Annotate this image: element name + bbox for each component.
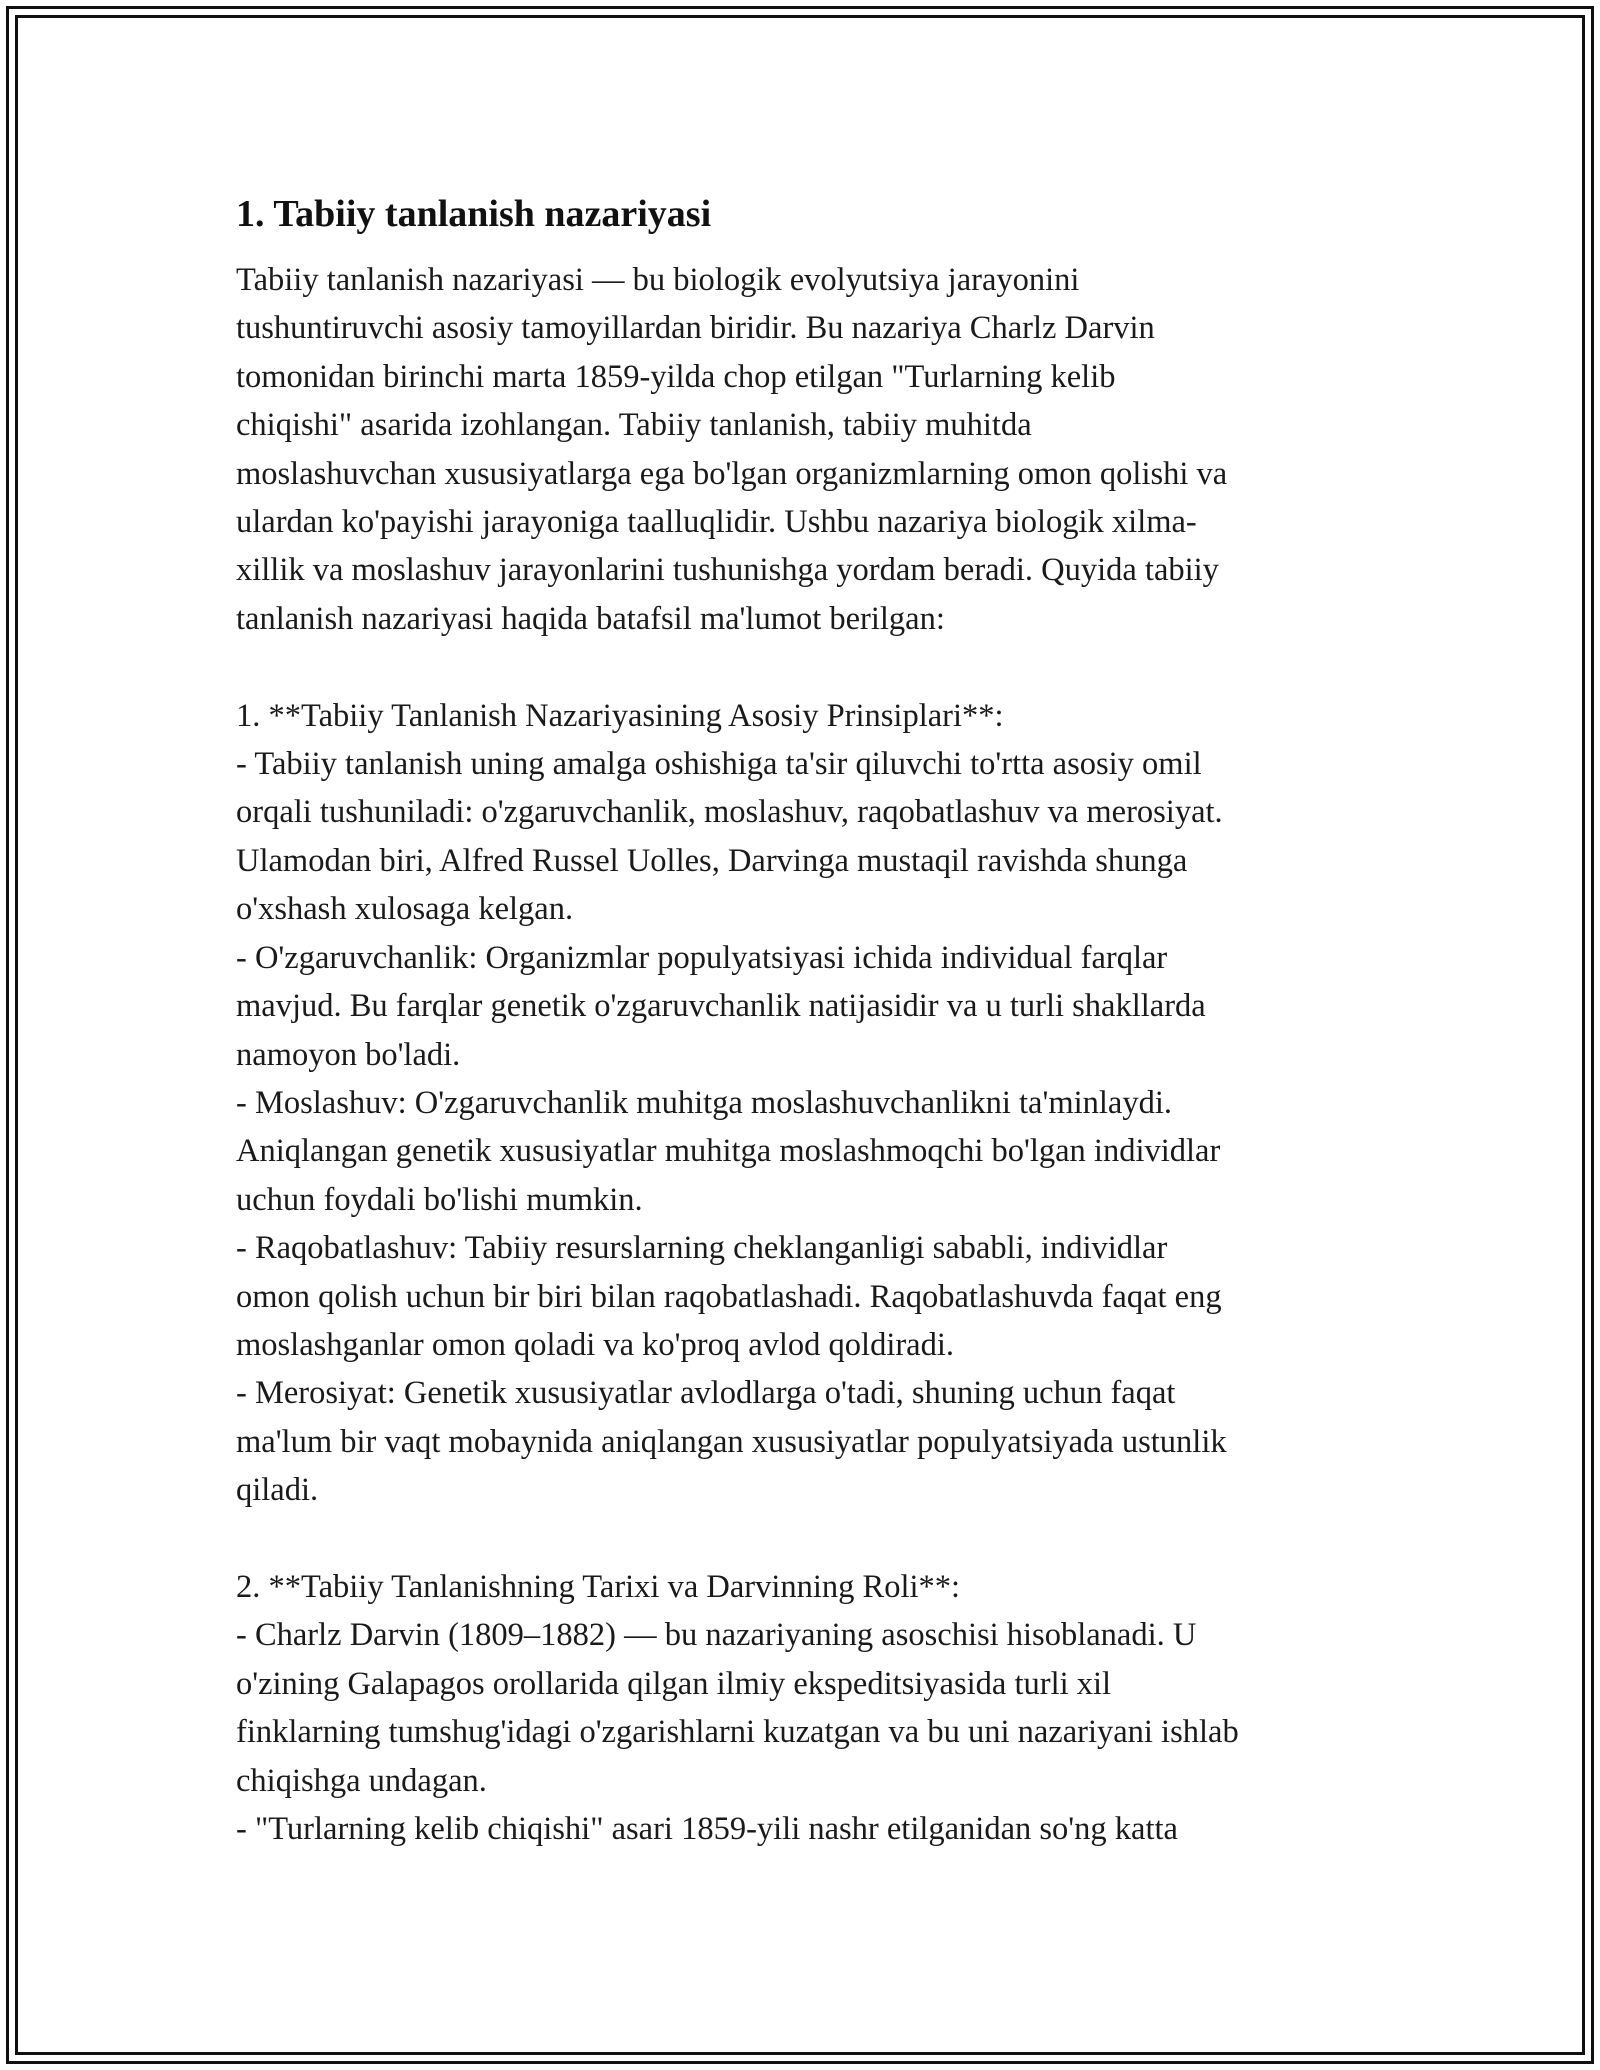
section-heading: 1. Tabiiy tanlanish nazariyasi xyxy=(236,193,712,235)
body-text: Tabiiy tanlanish nazariyasi — bu biologik evolyutsiya jarayonini tushuntiruvchi asosiy tamoyillardan biridir. Bu nazariya Charlz Darvin tomonidan birinchi marta 1859-yilda chop etilgan "Turlarning kelib chiqishi" asarida izohlangan. Tabiiy tanlanish, tabiiy muhitda moslashuvchan xususiyatlarga ega bo'lgan organizmlarning omon qolishi va ulardan ko'payishi jarayoniga taalluqlidir. Ushbu nazariya biologik xilma- xillik va moslashuv jarayonlarini tushunishga yordam beradi. Quyida tabiiy tanlanish nazariyasi haqida batafsil ma'lumot berilgan: 1. **Tabiiy Tanlanish Nazariyasining Asosiy Prinsiplari**: - Tabiiy tanlanish uning amalga oshishiga ta'sir qiluvchi to'rtta asosiy omil orqali tushuniladi: o'zgaruvchanlik, moslashuv, raqobatlashuv va merosiyat. Ulamodan biri, Alfred Russel Uolles, Darvinga mustaqil ravishda shunga o'xshash xulosaga kelgan. - O'zgaruvchanlik: Organizmlar populyatsiyasi ichida individual farqlar mavjud. Bu farqlar genetik o'zgaruvchanlik natijasidir va u turli shakllarda namoyon bo'ladi. - Moslashuv: O'zgaruvchanlik muhitga moslashuvchanlikni ta'minlaydi. Aniqlangan genetik xususiyatlar muhitga moslashmoqchi bo'lgan individlar uchun foydali bo'lishi mumkin. - Raqobatlashuv: Tabiiy resurslarning cheklanganligi sababli, individlar omon qolish uchun bir biri bilan raqobatlashadi. Raqobatlashuvda faqat eng moslashganlar omon qoladi va ko'proq avlod qoldiradi. - Merosiyat: Genetik xususiyatlar avlodlarga o'tadi, shuning uchun faqat ma'lum bir vaqt mobaynida aniqlangan xususiyatlar populyatsiyada ustunlik qiladi. 2. **Tabiiy Tanlanishning Tarixi va Darvinning Roli**: - Charlz Darvin (1809–1882) — bu nazariyaning asoschisi hisoblanadi. U o'zining Galapagos orollarida qilgan ilmiy ekspeditsiyasida turli xil finklarning tumshug'idagi o'zgarishlarni kuzatgan va bu uni nazariyani ishlab chiqishga undagan. - "Turlarning kelib chiqishi" asari 1859-yili nashr etilganidan so'ng katta xyxy=(236,262,1239,1847)
document-content xyxy=(236,186,1386,1853)
